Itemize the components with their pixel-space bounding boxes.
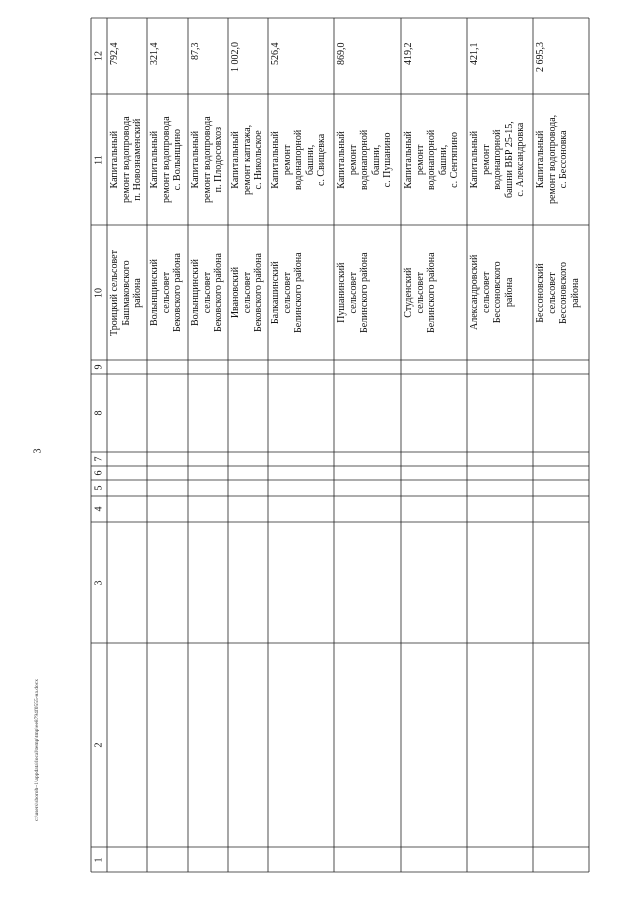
object-cell-line: с. Сентяпино (449, 131, 460, 188)
column-number: 5 (93, 485, 105, 491)
municipality-cell-line: сельсовет (546, 271, 558, 314)
page-number: 3 (32, 448, 44, 454)
object-cell-line: башни, (370, 144, 382, 175)
object-cell-line: ремонт (414, 144, 426, 175)
municipality-cell (336, 252, 371, 333)
amount-cell (270, 43, 282, 66)
municipality-cell-line: Башмаковского (120, 259, 132, 326)
municipality-cell-line: Бессоновского (492, 261, 503, 324)
municipality-cell-line: Белинского района (426, 252, 437, 333)
amount-cell-line: 87,3 (190, 42, 201, 60)
object-cell-line: башни, (437, 144, 449, 175)
object-cell-line: водонапорной (293, 129, 304, 190)
municipality-cell-line: Троицкий сельсовет (109, 249, 120, 336)
municipality-cell (270, 252, 305, 333)
object-cell-line: ремонт водопровода, (546, 114, 558, 204)
object-cell-line: Капитальный (230, 130, 241, 189)
object-cell-line: водонапорной (426, 129, 437, 190)
amount-cell-line: 2 695,3 (535, 42, 546, 72)
object-cell (270, 129, 328, 189)
amount-cell-line: 526,4 (270, 42, 281, 65)
amount-cell (535, 42, 547, 72)
municipality-cell-line: Бековского района (213, 253, 224, 332)
object-cell (336, 129, 394, 189)
object-cell (535, 115, 570, 204)
amount-cell-line: 419,2 (403, 42, 414, 65)
object-cell-line: башни ВБР 25-15, (503, 121, 515, 198)
object-cell-line: ремонт (347, 144, 359, 175)
object-cell-line: с. Волынщино (172, 128, 183, 191)
municipality-cell-line: Бековского района (172, 253, 183, 332)
municipality-cell (190, 253, 225, 332)
object-cell-line: Капитальный (535, 130, 546, 189)
object-cell (403, 129, 461, 189)
object-cell-line: с. Никольское (253, 129, 264, 189)
footer-file-path: c:\users\sboroh~1\appdata\local\temp\tmp\ee8794f0555-на.docx (34, 678, 40, 822)
municipality-cell-line: района (569, 277, 581, 308)
municipality-cell (403, 252, 438, 333)
municipality-cell (230, 253, 265, 332)
amount-cell-line: 792,4 (109, 42, 120, 65)
municipality-cell-line: Ивановский (230, 266, 241, 319)
municipality-cell-line: Бессоновского (558, 261, 569, 324)
amount-cell-line: 869,0 (336, 42, 347, 65)
column-number: 10 (93, 287, 105, 298)
municipality-cell-line: сельсовет (160, 271, 172, 314)
amount-cell-line: 421,1 (469, 42, 480, 65)
object-cell-line: п. Новознаменский (132, 118, 143, 201)
municipality-cell-line: Бессоновский (535, 262, 546, 323)
column-number: 1 (93, 857, 105, 862)
column-number: 8 (93, 410, 105, 416)
column-number: 9 (93, 364, 105, 370)
municipality-cell-line: сельсовет (281, 271, 293, 314)
object-cell-line: ремонт водопровода (120, 116, 132, 203)
object-cell-line: водонапорной (359, 129, 370, 190)
municipality-cell-line: сельсовет (241, 271, 253, 314)
column-number: 3 (93, 580, 105, 585)
municipality-cell-line: Студенский (403, 267, 414, 318)
object-cell (149, 116, 184, 203)
municipality-cell-line: Бековского района (253, 253, 264, 332)
object-cell-line: ремонт водопровода (160, 116, 172, 203)
object-cell (109, 116, 144, 203)
column-number: 11 (93, 154, 105, 165)
object-cell-line: п. Плодосовхоз (213, 126, 224, 193)
municipality-cell-line: Балкашинский (270, 261, 281, 325)
object-cell (469, 121, 527, 198)
object-cell-line: ремонт каптажа, (241, 124, 253, 195)
municipality-cell-line: Александровский (469, 254, 480, 330)
object-cell-line: Капитальный (336, 130, 347, 189)
object-cell-line: Капитальный (190, 130, 201, 189)
municipality-cell-line: Волынщинский (149, 259, 160, 327)
column-number: 12 (93, 51, 105, 61)
column-number: 7 (93, 456, 105, 462)
municipality-cell (149, 253, 184, 332)
object-cell-line: ремонт (480, 144, 492, 175)
amount-cell (403, 43, 415, 66)
municipality-cell-line: Пушанинский (336, 262, 347, 323)
object-cell-line: с. Пушанино (382, 131, 393, 187)
amount-cell (190, 43, 202, 61)
amount-cell-line: 321,4 (149, 42, 160, 65)
amount-cell (109, 43, 121, 66)
municipality-cell (469, 255, 515, 330)
municipality-cell-line: Белинского района (359, 252, 370, 333)
object-cell-line: Капитальный (469, 130, 480, 189)
object-cell-line: ремонт (281, 144, 293, 175)
object-cell (230, 124, 265, 194)
municipality-cell-line: сельсовет (480, 271, 492, 314)
municipality-cell-line: Белинского района (293, 252, 304, 333)
object-cell-line: Капитальный (403, 130, 414, 189)
municipality-cell-line: сельсовет (201, 271, 213, 314)
object-cell-line: Капитальный (270, 130, 281, 189)
object-cell-line: водонапорной (492, 129, 503, 190)
column-number: 2 (93, 742, 105, 748)
column-number: 6 (93, 470, 105, 476)
municipality-cell-line: Волынщинский (190, 259, 201, 327)
column-number: 4 (93, 506, 105, 512)
object-cell (190, 116, 225, 203)
amount-cell (149, 43, 161, 66)
municipality-cell-line: сельсовет (347, 271, 359, 314)
municipality-cell-line: сельсовет (414, 271, 426, 314)
amount-cell (469, 43, 481, 66)
amount-cell-line: 1 002,0 (230, 42, 241, 72)
municipality-cell (535, 262, 581, 324)
object-cell-line: Капитальный (109, 130, 120, 189)
object-cell-line: с. Свищевка (316, 133, 327, 186)
object-cell-line: ремонт водопровода (201, 116, 213, 203)
municipality-cell-line: района (132, 277, 143, 308)
object-cell-line: с. Бессоновка (558, 130, 569, 189)
municipality-cell (109, 250, 144, 336)
object-cell-line: башни, (304, 144, 316, 175)
object-cell-line: с. Александровка (515, 122, 526, 197)
municipality-cell-line: района (503, 277, 515, 308)
amount-cell (230, 42, 242, 72)
amount-cell (336, 43, 348, 66)
object-cell-line: Капитальный (149, 130, 160, 189)
